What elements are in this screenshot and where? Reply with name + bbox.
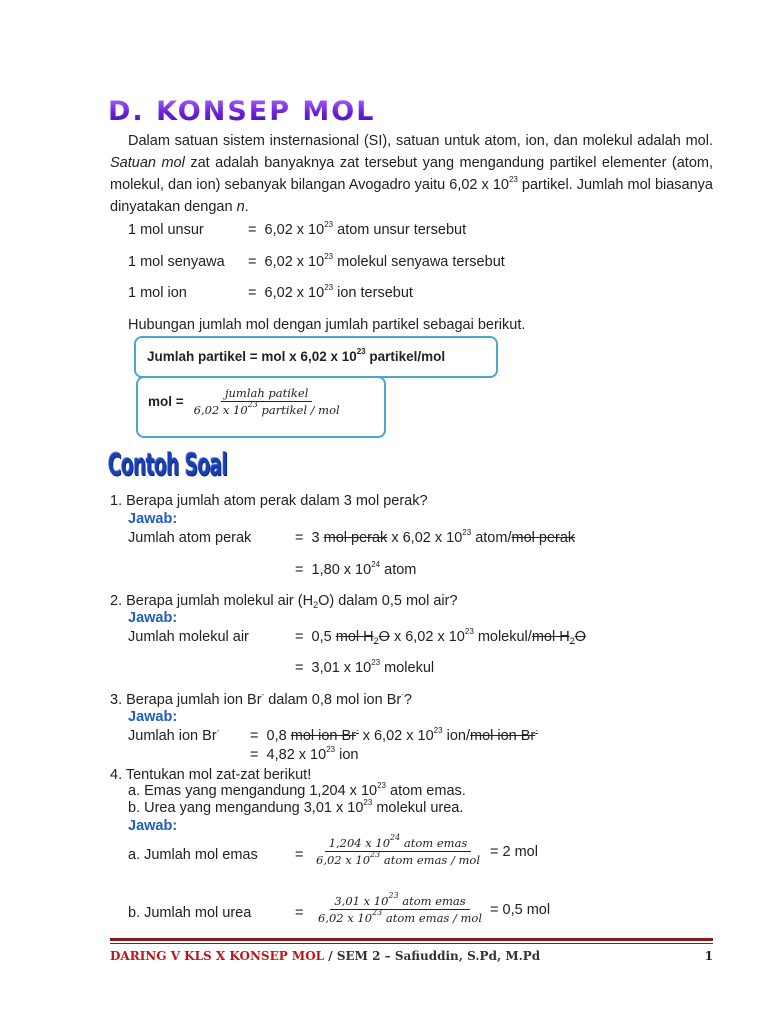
q3-strike2-text: mol ion Br [469,728,536,744]
q1-strike1: mol perak [323,530,388,546]
q3-strike1-minus: - [356,726,359,735]
q2-question-pre: 2. Berapa jumlah molekul air (H [110,593,314,609]
q2-res-post: molekul [384,660,435,676]
q4-jawab: Jawab: [128,818,178,834]
def-exp: 23 [324,220,334,229]
formula1-pre: Jumlah partikel = mol x 6,02 x 10 [147,349,357,364]
q4-ans-a-eq: = [295,847,304,863]
q4-ans-b-eq: = [295,905,304,921]
q1-strike2: mol perak [511,530,576,546]
formula2-pre: mol = [148,394,184,409]
q3-b: x 6,02 x 10 [362,728,434,744]
q2-b: x 6,02 x 10 [393,629,465,645]
q1-step [295,530,575,546]
q3-res-post: ion [339,747,359,763]
q3-eq: = [250,728,259,744]
q3-strike1-text: mol ion Br [290,728,357,744]
definition-row [128,222,204,238]
q2-strike1-pre: mol H [335,629,374,645]
q3-c: ion/ [446,728,470,744]
intro-paragraph [110,130,713,218]
formula2-denominator [190,402,344,417]
q3-question-mid: dalam 0,8 mol ion Br [268,692,402,708]
q4-ans-a-den-pre: 6,02 x 10 [316,853,371,867]
def-right: atom unsur tersebut [337,222,467,238]
q4-b-post: molekul urea. [376,800,464,816]
intro-n: n [236,199,245,215]
q3-result [250,747,359,763]
q1-b: x 6,02 x 10 [391,530,463,546]
q3-strike2 [470,728,538,744]
def-val: 6,02 x 10 [264,254,325,270]
q2-jawab: Jawab: [128,610,178,626]
q2-strike2-pre: mol H [531,629,570,645]
q3-result-eq: = [250,747,259,763]
q1-a: 3 [311,530,320,546]
formula2-fraction [190,386,344,417]
q4-ans-b-denominator [314,910,486,925]
q4-ans-b-label: b. Jumlah mol urea [128,905,252,921]
q1-result-eq: = [295,562,304,578]
q4-ans-a-num-pre: 1,204 x 10 [328,836,391,850]
q3-label-minus: - [216,726,220,735]
q4-ans-a-denominator [312,852,484,867]
def-left: 1 mol ion [128,285,187,301]
q3-question [110,692,412,708]
intro-line-a: Dalam satuan sistem insternasional (SI), satuan untuk atom, ion, dan molekul adalah mol. [128,133,713,149]
footer-author: / SEM 2 – Safiuddin, S.Pd, M.Pd [324,949,541,963]
definition-row-value [248,222,466,238]
q4-ans-a-den-post: atom emas / mol [383,853,481,867]
definition-row-value [248,285,413,301]
q4-a-post: atom emas. [390,783,466,799]
q3-exp1: 23 [433,726,443,735]
q3-question-pre: 3. Berapa jumlah ion Br [110,692,262,708]
q3-res-pre: 4,82 x 10 [266,747,327,763]
formula1-exp: 23 [356,347,366,356]
q1-res-pre: 1,80 x 10 [311,562,372,578]
q4-b-exp: 23 [363,798,373,807]
q3-question-post: ? [403,692,412,708]
q2-question-post: O) dalam 0,5 mol air? [318,593,458,609]
q4-ans-b-formula [314,891,551,925]
q2-c: molekul/ [477,629,532,645]
q3-strike2-minus: - [535,726,538,735]
formula2-den-post: partikel / mol [261,403,340,417]
q3-jawab: Jawab: [128,709,178,725]
relation-text: Hubungan jumlah mol dengan jumlah partikel sebagai berikut. [128,317,526,333]
q2-eq: = [295,629,304,645]
def-val: 6,02 x 10 [264,222,325,238]
q2-strike1-sub: 2 [373,636,379,646]
q4-ans-a-numerator [325,833,472,852]
q2-res-pre: 3,01 x 10 [311,660,372,676]
intro-exponent: 23 [508,175,518,184]
footer-rule-thick [110,938,713,941]
q1-label: Jumlah atom perak [128,530,252,546]
q1-c: atom/ [475,530,512,546]
q4-ans-a-result: = 2 mol [490,843,538,860]
q4-ans-b-fraction [314,891,486,925]
def-exp: 23 [324,283,334,292]
q3-minus-1: - [261,690,265,699]
q2-res-exp: 23 [371,658,381,667]
q3-minus-2: - [401,690,404,699]
formula-box-mol [136,376,386,438]
definition-row [128,285,187,301]
q1-exp1: 23 [462,528,472,537]
q4-ans-b-num-pre: 3,01 x 10 [334,894,389,908]
q2-exp1: 23 [464,627,474,636]
q2-strike2 [532,629,586,645]
q4-ans-a-formula [312,833,538,867]
q2-strike2-sub: 2 [569,636,575,646]
q4-ans-b-den-exp: 23 [372,908,383,917]
q2-result [295,660,434,676]
def-right: ion tersebut [337,285,413,301]
q1-eq: = [295,530,304,546]
q4-b-pre: b. Urea yang mengandung 3,01 x 10 [128,800,364,816]
definition-row [128,254,225,270]
def-left: 1 mol senyawa [128,254,225,270]
q2-strike1 [336,629,390,645]
intro-dot: . [244,199,249,215]
formula2-den-pre: 6,02 x 10 [193,403,248,417]
q2-step [295,629,586,645]
formula-box-partikel [134,336,498,378]
q4-ans-b-num-post: atom emas [402,894,466,908]
formula-mol [148,386,344,417]
intro-line-b: zat adalah banyaknya zat tersebut yang mengandung partikel elementer (atom, molekul, dan ion) sebanyak bilangan Avogadro yaitu 6,02 x 10 [110,155,713,193]
def-eq: = [248,285,257,301]
q4-ans-a-num-exp: 24 [390,833,401,842]
q4-ans-b-numerator [330,891,469,910]
def-eq: = [248,222,257,238]
q1-res-exp: 24 [371,560,381,569]
q4-question: 4. Tentukan mol zat-zat berikut! [110,767,312,783]
footer [110,949,713,963]
q4-a-pre: a. Emas yang mengandung 1,204 x 10 [128,783,378,799]
def-right: molekul senyawa tersebut [337,254,505,270]
q1-res-post: atom [384,562,417,578]
q4-ans-a-den-exp: 23 [370,850,381,859]
footer-rule-thin [110,943,713,944]
q3-a: 0,8 [266,728,287,744]
q4-ans-b-den-pre: 6,02 x 10 [318,911,373,925]
q1-question: 1. Berapa jumlah atom perak dalam 3 mol perak? [110,493,428,509]
q2-strike1-post: O [378,629,390,645]
q4-item-b [128,800,463,816]
q4-a-exp: 23 [377,781,386,790]
footer-course: DARING V KLS X KONSEP MOL [110,949,325,963]
formula2-den-exp: 23 [247,400,258,409]
q4-ans-b-den-post: atom emas / mol [385,911,483,925]
q3-step [250,728,538,744]
q3-label [128,728,219,744]
q4-item-a [128,783,466,799]
def-val: 6,02 x 10 [264,285,325,301]
contoh-soal-heading: Contoh Soal [108,448,228,483]
q4-ans-a-label: a. Jumlah mol emas [128,847,258,863]
formula-partikel [147,349,445,364]
def-left: 1 mol unsur [128,222,204,238]
formula2-numerator: jumlah patikel [221,386,312,402]
formula1-post: partikel/mol [369,349,446,364]
q2-result-eq: = [295,660,304,676]
page-title: D. KONSEP MOL [108,96,376,127]
q2-sub: 2 [313,600,319,610]
q2-a: 0,5 [311,629,332,645]
def-exp: 23 [324,252,334,261]
q4-ans-b-num-exp: 23 [388,891,399,900]
q2-strike2-post: O [574,629,586,645]
q2-question [110,593,458,609]
q4-ans-a-fraction [312,833,484,867]
q4-ans-b-result: = 0,5 mol [490,901,551,918]
definition-row-value [248,254,505,270]
q2-label: Jumlah molekul air [128,629,249,645]
intro-line-c: partikel. Jumlah mol biasanya dinyatakan dengan [110,177,713,215]
q4-ans-a-num-post: atom emas [403,836,468,850]
q3-label-text: Jumlah ion Br [128,728,217,744]
intro-satuan-mol: Satuan mol [110,155,185,171]
q1-result [295,562,416,578]
q1-jawab: Jawab: [128,511,178,527]
page-number: 1 [704,949,713,963]
q3-strike1 [291,728,359,744]
q3-res-exp: 23 [326,745,336,754]
def-eq: = [248,254,257,270]
